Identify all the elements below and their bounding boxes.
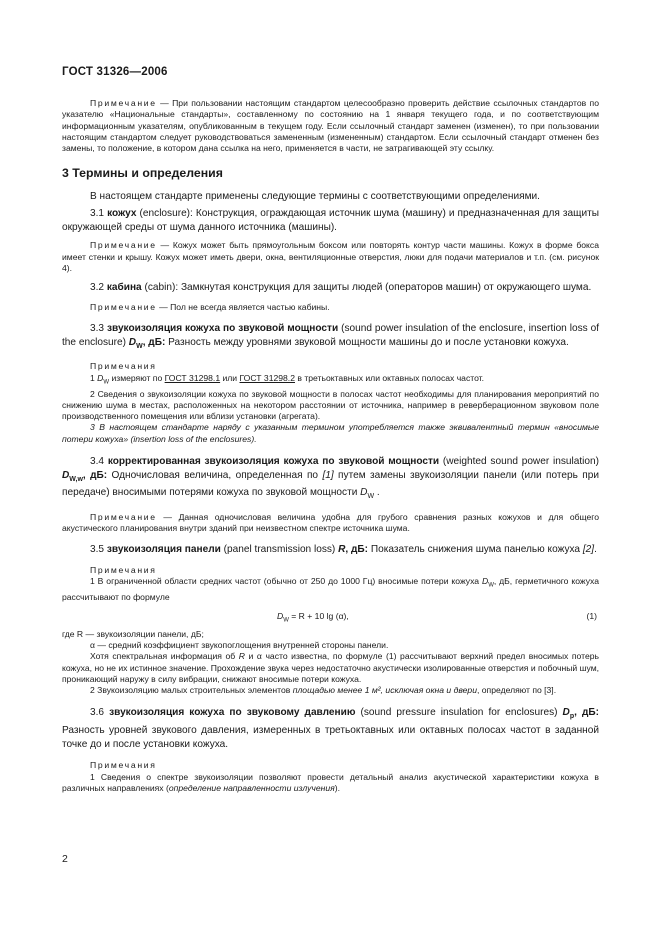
term-3-5-notes-label: Примечания	[90, 565, 157, 576]
intro-note: Примечание — При пользовании настоящим стандартом целесообразно проверить действие ссылочных стандартов по указателю «Национальные стандарты», составленному по состоянию на 1 января текущего года, и по соответствующим информационным указателям, опубликованным в текущем году. Если ссылочный стандарт заменен (изменен), то при пользовании настоящим стандартом следует руководствоваться замененным (измененным) стандартом. Если ссылочный стандарт отменен без замены, то положение, в котором дана ссылка на него, применяется в части, не затрагивающей эту ссылку.	[62, 98, 599, 154]
term-3-5-explanation: Хотя спектральная информация об R и α часто известна, по формуле (1) рассчитывают верхний предел вносимых потерь кожуха, но не их истинное значение. Прохождение звука через недостаточно акустически изолированные отверстия и побочный шум, проникающий наружу в силу вибрации, снижают вносимые потери кожуха.	[62, 651, 599, 684]
term-3-6: 3.6 звукоизоляция кожуха по звуковому давлению (sound pressure insulation for enclosures) $D_p$, дБ: Разность уровней звукового давления, измеренных в третьоктавных или октавных полосах частот в заданной точке до и после установки кожуха.	[62, 707, 599, 750]
term-name: кожух	[107, 208, 137, 220]
term-3-6-notes-label: Примечания	[90, 760, 157, 771]
term-3-3: 3.3 звукоизоляция кожуха по звуковой мощности (sound power insulation of the enclosure, insertion loss of the enclosure) $D_W$, дБ: Разность между уровнями звуковой мощности машины до и после установки кожуха.	[62, 323, 600, 350]
term-3-5-note-2: 2 Звукоизоляцию малых строительных элементов площадью менее 1 м², исключая окна и двери, определяют по [3].	[90, 685, 557, 696]
term-name: звукоизоляция кожуха по звуковой мощности	[106, 323, 339, 335]
term-3-3-notes-label: Примечания	[90, 361, 157, 372]
link-gost-31298-2[interactable]: ГОСТ 31298.2	[239, 372, 295, 383]
term-3-5: 3.5 звукоизоляция панели (panel transmission loss) R, дБ: Показатель снижения шума панелью кожуха [2].	[90, 544, 597, 556]
term-3-5-note-1: 1 В ограниченной области средних частот (обычно от 250 до 1000 Гц) вносимые потери кожуха $D_W$, дБ, герметичного кожуха рассчитывают по формуле	[62, 576, 600, 603]
term-3-1: 3.1 кожух (enclosure): Конструкция, ограждающая источник шума (машину) и предназначенная для защиты окружающей среды от шума данного источника (машины).	[62, 208, 599, 233]
term-3-4: 3.4 корректированная звукоизоляция кожуха по звуковой мощности (weighted sound power insulation) $D_{W,w}$, дБ: Одночисловая величина, определенная по [1] путем замены звукоизоляции панели (или потерь при передаче) вносимыми потерями кожуха по звуковой мощности $D_W$ .	[62, 456, 600, 501]
term-name: звукоизоляция кожуха по звуковому давлению	[109, 707, 356, 719]
term-3-6-note-1: 1 Сведения о спектре звукоизоляции позволяют провести детальный анализ акустической характеристики кожуха в различных направлениях (определение направленности излучения).	[62, 771, 599, 793]
section-title: 3 Термины и определения	[62, 166, 223, 181]
term-3-3-note-3: 3 В настоящем стандарте наряду с указанным термином употребляется также эквивалентный термин «вносимые потери кожуха» (insertion loss of the enclosures).	[62, 422, 599, 444]
page-number: 2	[62, 853, 68, 865]
section-intro: В настоящем стандарте применены следующие термины с соответствующими определениями.	[90, 191, 540, 203]
standard-code-header: ГОСТ 31326—2006	[62, 66, 168, 78]
formula-expression: $D_W = R + 10$ lg (α),	[277, 610, 349, 624]
link-gost-31298-1[interactable]: ГОСТ 31298.1	[164, 372, 221, 383]
formula-1	[62, 611, 599, 625]
term-name: кабина	[106, 282, 142, 294]
where-r: где R — звукоизоляции панели, дБ;	[62, 628, 204, 639]
note-label: Примечание	[90, 98, 157, 108]
page-content	[62, 98, 599, 794]
term-3-2-note: Примечание — Пол не всегда является частью кабины.	[90, 301, 330, 312]
term-name: корректированная звукоизоляция кожуха по звуковой мощности	[107, 456, 440, 468]
formula-number: (1)	[586, 610, 597, 621]
term-3-3-note-1: 1 $D_W$ измеряют по ГОСТ 31298.1 или ГОСТ 31298.2 в третьоктавных или октавных полосах частот.	[90, 372, 485, 386]
term-3-3-note-2: 2 Сведения о звукоизоляции кожуха по звуковой мощности в полосах частот необходимы для планирования мероприятий по снижению шума в местах, расположенных на некотором расстоянии от источника, например в реверберационном звуковом поле производственного помещения или вблизи установки (агрегата).	[62, 388, 599, 422]
term-name: звукоизоляция панели	[106, 544, 221, 556]
where-alpha: α — средний коэффициент звукопоглощения внутренней стороны панели.	[90, 639, 389, 650]
term-3-1-note: Примечание — Кожух может быть прямоугольным боксом или повторять контур части машины. Кожух в форме бокса имеет стенки и крышу. Кожух может иметь двери, окна, вентиляционные отверстия, люки для подачи материалов и т.п. (см. рисунок 4).	[62, 240, 599, 273]
term-3-4-note: Примечание — Данная одночисловая величина удобна для грубого сравнения разных кожухов и для общего акустического планирования внутри зданий при неизвестном спектре источника шума.	[62, 511, 599, 534]
term-3-2: 3.2 кабина (cabin): Замкнутая конструкция для защиты людей (операторов машин) от окружающего шума.	[90, 282, 592, 294]
